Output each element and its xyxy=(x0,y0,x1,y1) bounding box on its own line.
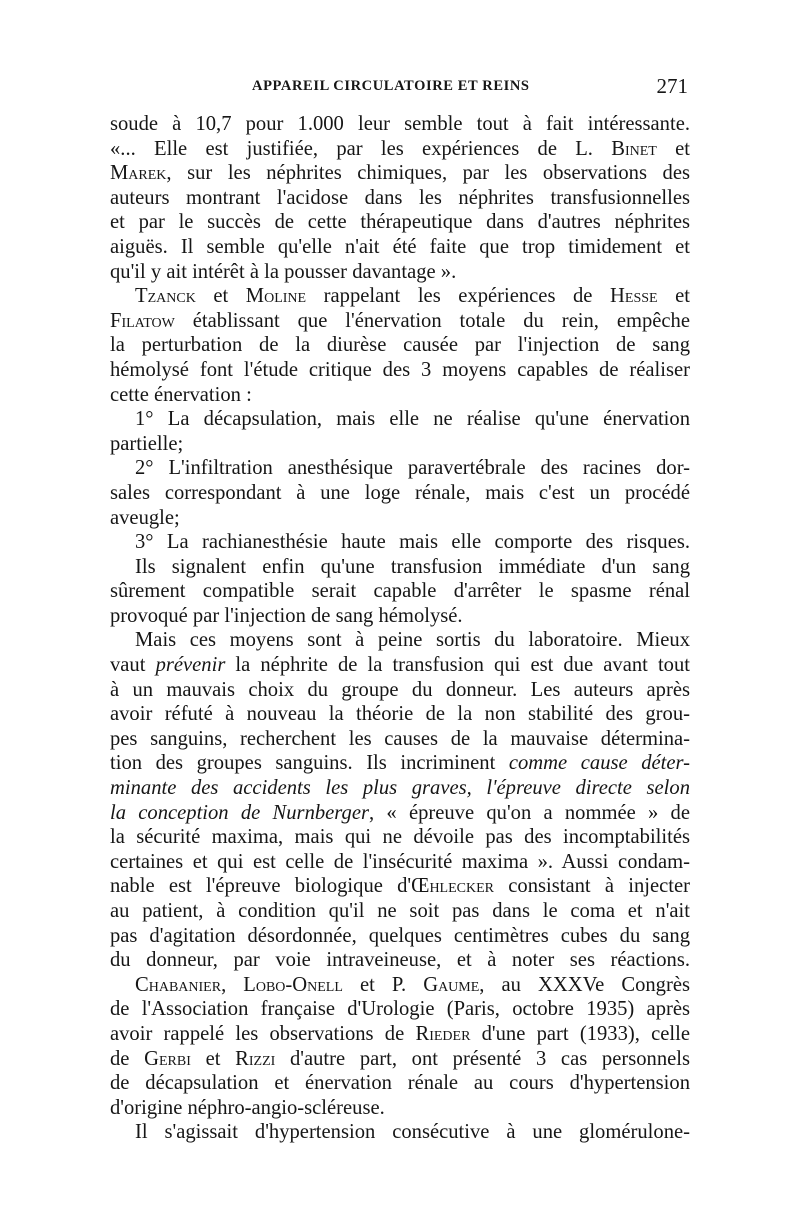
text-line: Tzanck et Moline rappelant les expériences de Hesse et xyxy=(135,285,690,308)
text-line: au patient, à condition qu'il ne soit pas dans le coma et n'ait xyxy=(110,900,690,922)
running-title: APPAREIL CIRCULATOIRE ET REINS xyxy=(252,78,530,94)
text-line: et par le succès de cette thérapeutique dans d'autres néphrites xyxy=(110,211,690,234)
body-text xyxy=(110,112,690,1145)
text-line: 3° La rachianesthésie haute mais elle comporte des risques. xyxy=(135,531,690,554)
page-header xyxy=(110,74,690,104)
text-line: la sécurité maxima, mais qui ne dévoile pas des incomptabilités xyxy=(110,826,690,849)
text-line: Filatow établissant que l'énervation totale du rein, empêche xyxy=(110,309,690,332)
text-line: aiguës. Il semble qu'elle n'ait été faite que trop timidement et xyxy=(110,235,690,258)
text-line: hémolysé font l'étude critique des 3 moyens capables de réaliser xyxy=(110,358,690,381)
text-line: Marek, sur les néphrites chimiques, par les observations des xyxy=(110,162,690,185)
text-line: pas d'agitation désordonnée, quelques centimètres cubes du sang xyxy=(110,924,690,947)
text-line: à un mauvais choix du groupe du donneur. Les auteurs après xyxy=(110,678,690,701)
text-line: auteurs montrant l'acidose dans les néphrites transfusionnelles xyxy=(110,186,690,209)
text-line: minante des accidents les plus graves, l'épreuve directe selon xyxy=(110,777,690,800)
text-line: soude à 10,7 pour 1.000 leur semble tout à fait intéressante. xyxy=(110,113,690,135)
text-line: qu'il y ait intérêt à la pousser davantage ». xyxy=(110,260,457,283)
text-line: Il s'agissait d'hypertension consécutive à une glomérulone- xyxy=(135,1121,690,1144)
text-line: avoir rappelé les observations de Rieder d'une part (1933), celle xyxy=(110,1022,690,1045)
text-line: tion des groupes sanguins. Ils incriminent comme cause déter- xyxy=(110,752,690,775)
text-line: Chabanier, Lobo-Onell et P. Gaume, au XXXVe Congrès xyxy=(135,973,690,996)
text-line: sales correspondant à une loge rénale, mais c'est un procédé xyxy=(110,481,690,504)
text-line: aveugle; xyxy=(110,506,180,529)
text-line: cette énervation : xyxy=(110,383,252,406)
text-line: la perturbation de la diurèse causée par l'injection de sang xyxy=(110,334,690,357)
text-line: 1° La décapsulation, mais elle ne réalise qu'une énervation xyxy=(135,408,690,431)
text-line: sûrement compatible serait capable d'arrêter le spasme rénal xyxy=(110,580,690,603)
text-line: vaut prévenir la néphrite de la transfusion qui est due avant tout xyxy=(110,654,690,677)
text-line: avoir réfuté à nouveau la théorie de la non stabilité des grou- xyxy=(110,703,690,726)
text-line: certaines et qui est celle de l'insécurité maxima ». Aussi condam- xyxy=(110,850,690,873)
text-line: provoqué par l'injection de sang hémolysé. xyxy=(110,604,463,627)
text-line: Mais ces moyens sont à peine sortis du laboratoire. Mieux xyxy=(135,629,690,652)
text-line: partielle; xyxy=(110,432,184,455)
text-line: d'origine néphro-angio-scléreuse. xyxy=(110,1096,385,1119)
text-line: la conception de Nurnberger, « épreuve qu'on a nommée » de xyxy=(110,801,690,824)
text-line: pes sanguins, recherchent les causes de la mauvaise détermina- xyxy=(110,727,690,750)
text-line: nable est l'épreuve biologique d'Œhlecker consistant à injecter xyxy=(110,875,690,898)
text-line: de Gerbi et Rizzi d'autre part, ont présenté 3 cas personnels xyxy=(110,1047,690,1070)
page-number: 271 xyxy=(656,74,688,98)
text-line: de décapsulation et énervation rénale au cours d'hypertension xyxy=(110,1072,690,1095)
text-line: de l'Association française d'Urologie (Paris, octobre 1935) après xyxy=(110,998,690,1021)
text-line: du donneur, par voie intraveineuse, et à noter ses réactions. xyxy=(110,949,690,972)
text-line: Ils signalent enfin qu'une transfusion immédiate d'un sang xyxy=(135,555,690,578)
text-line: 2° L'infiltration anesthésique paravertébrale des racines dor- xyxy=(135,457,690,480)
text-line: «... Elle est justifiée, par les expériences de L. Binet et xyxy=(110,137,690,160)
